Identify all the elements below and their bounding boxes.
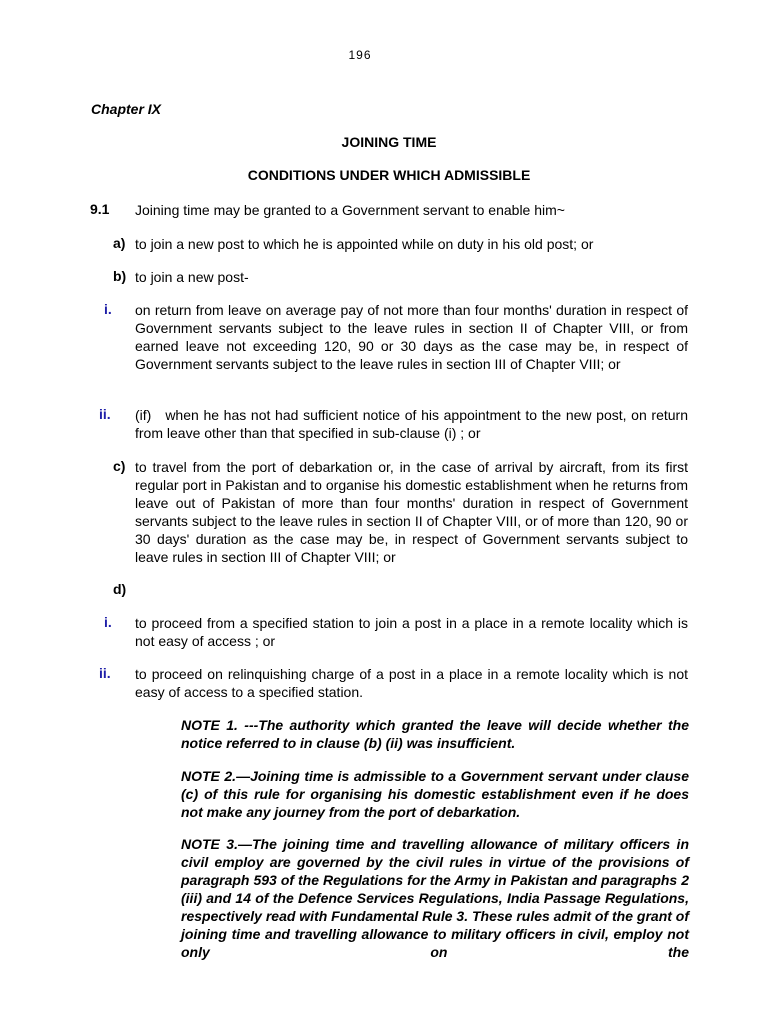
clause-d-label: d) [113,581,127,597]
clause-d-ii-label: ii. [99,665,111,681]
section-subheading: CONDITIONS UNDER WHICH ADMISSIBLE [247,167,531,183]
note-3: NOTE 3.—The joining time and travelling allowance of military officers in civil employ are governed by the civil rules in virtue of the provisions of paragraph 593 of the Regulations for the Army in Pakistan and paragraphs 2 (iii) and 14 of the Defence Services Regulations, India Passage Regulations, respectively read with Fundamental Rule 3. These rules admit of the grant of joining time and travelling allowance to military officers in civil, employ not only on the [181,836,690,960]
clause-d-i-label: i. [104,614,112,630]
clause-a-text: to join a new post to which he is appointed while on duty in his old post; or [135,236,594,252]
chapter-title: Chapter IX [91,101,162,117]
clause-c-label: c) [113,458,126,474]
section-heading: JOINING TIME [341,134,437,150]
clause-d-ii-text: to proceed on relinquishing charge of a post in a place in a remote locality which is not easy of access to a specified station. [135,666,688,700]
note-1: NOTE 1. ---The authority which granted the leave will decide whether the notice referred to in clause (b) (ii) was insufficient. [181,717,689,751]
clause-b-i-label: i. [104,301,112,317]
note-2: NOTE 2.—Joining time is admissible to a Government servant under clause (c) of this rule for organising his domestic establishment even if he does not make any journey from the port of debarkation. [181,768,689,820]
page-number: 196 [348,48,372,62]
clause-d-i-text: to proceed from a specified station to join a post in a place in a remote locality which is not easy of access ; or [135,615,688,649]
clause-b-i-text: on return from leave on average pay of not more than four months' duration in respect of Government servants subject to the leave rules in section II of Chapter VIII, or from earned leave not exceeding 120, 90 or 30 days as the case may be, in respect of Government servants subject to the leave rules in section III of Chapter VIII; or [135,302,688,372]
clause-a-label: a) [113,235,126,251]
rule-intro: Joining time may be granted to a Government servant to enable him~ [135,202,565,218]
clause-b-text: to join a new post- [135,269,249,285]
clause-c-text: to travel from the port of debarkation or, in the case of arrival by aircraft, from its first regular port in Pakistan and to organise his domestic establishment when he returns from leave out of Pakistan of more than four months' duration in respect of Government servants subject to the leave rules in section II of Chapter VIII, or of more than 120, 90 or 30 days' duration as the case may be, in respect of Government servants subject to leave rules in section III of Chapter VIII; or [135,459,688,565]
clause-b-ii-label: ii. [99,406,111,422]
rule-number: 9.1 [90,201,110,217]
clause-b-ii-text: (if) when he has not had sufficient notice of his appointment to the new post, on return from leave other than that specified in sub-clause (i) ; or [135,407,692,441]
clause-b-label: b) [113,268,127,284]
